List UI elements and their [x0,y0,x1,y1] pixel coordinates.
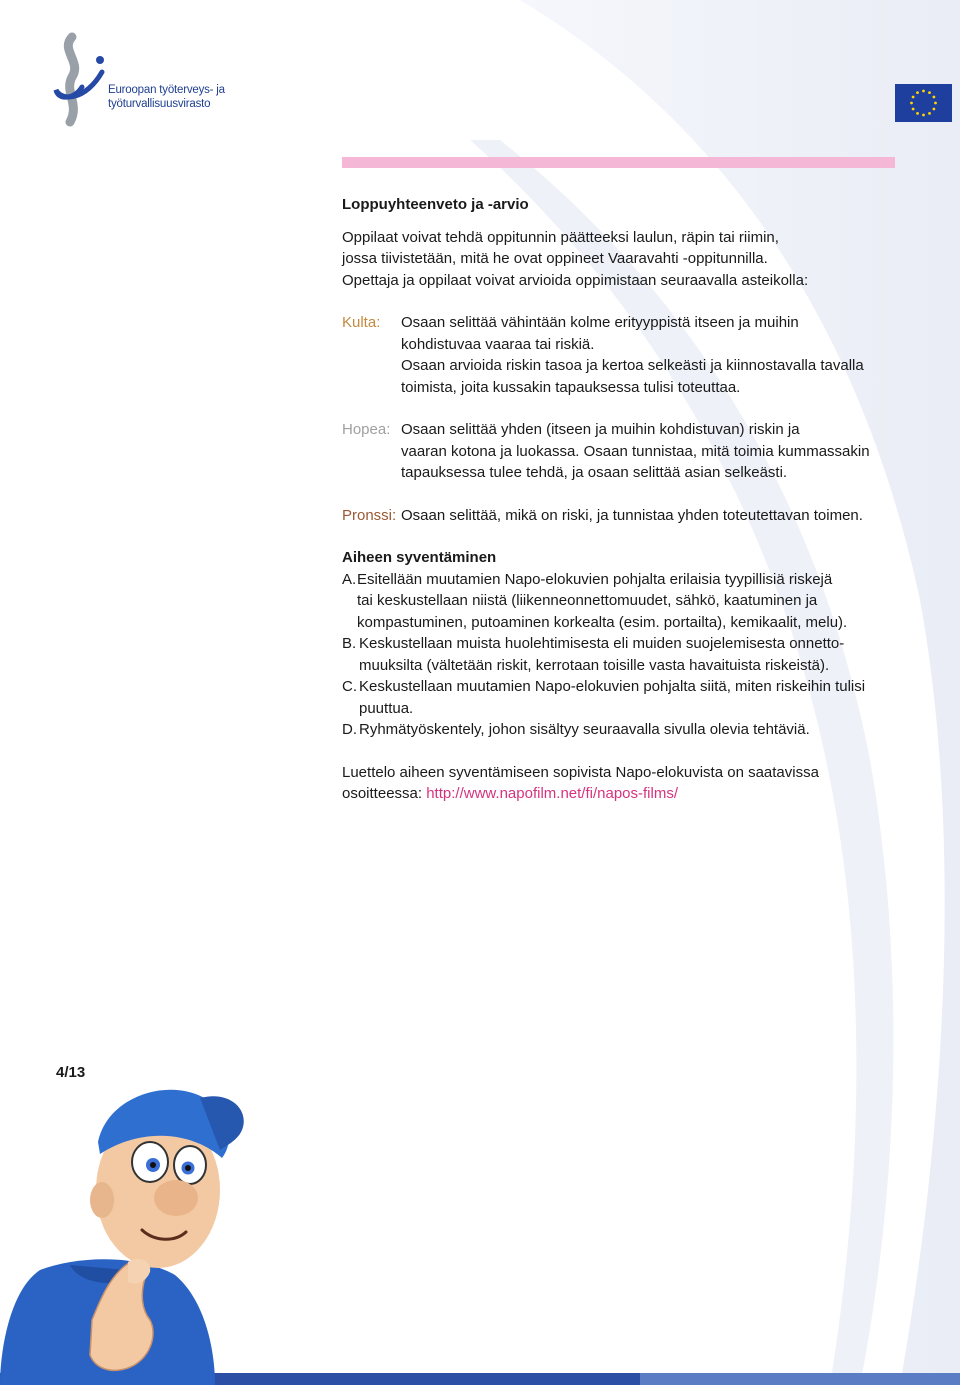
agency-name-line1: Euroopan työterveys- ja [108,84,225,96]
level-gold [342,312,902,398]
closing-paragraph [342,762,902,805]
list-line: puuttua. [359,699,414,717]
napo-character-illustration [0,1050,260,1385]
list-line: Keskustellaan muista huolehtimisesta eli muiden suojelemisesta onnetto- [359,635,845,652]
list-line: Esitellään muutamien Napo-elokuvien pohjalta erilaisia tyypillisiä riskejä [357,570,833,588]
level-label-bronze: Pronssi: [342,506,397,524]
list-item [342,676,902,719]
level-line: Osaan selittää, mikä on riski, ja tunnistaa yhden toteutettavan toimen. [401,506,863,524]
closing-prefix: osoitteessa: [342,785,427,802]
level-line: Osaan arvioida riskin tasoa ja kertoa selkeästi ja kiinnostavalla tavalla [401,357,864,374]
list-line: muuksilta (vältetään riskit, kerrotaan toisille vasta havaituista riskeistä). [359,656,830,674]
summary-intro [342,227,902,292]
list-item [342,719,902,741]
level-line: kohdistuvaa vaaraa tai riskiä. [401,335,595,353]
level-text-gold [401,312,902,398]
intro-line: jossa tiivistetään, mitä he ovat oppineet Vaaravahti -oppitunnilla. [342,250,768,267]
level-line: tapauksessa tulee tehdä, ja osaan selittää asian selkeästi. [401,464,788,481]
closing-line: Luettelo aiheen syventämiseen sopivista Napo-elokuvista on saatavissa [342,763,819,781]
list-line: tai keskustellaan niistä (liikenneonnettomuudet, sähkö, kaatuminen ja [357,592,818,609]
list-line: kompastuminen, putoaminen korkealta (esim. portailta), kemikaalit, melu). [357,613,848,631]
level-label-silver: Hopea: [342,421,391,438]
level-text-bronze [401,505,902,527]
agency-name-line2: työturvallisuusvirasto [108,98,211,110]
list-marker: B. [342,635,357,652]
section-heading-deepening: Aiheen syventäminen [342,549,497,566]
closing-line-2 [342,783,902,805]
intro-line: Oppilaat voivat tehdä oppitunnin päätteeksi laulun, räpin tai riimin, [342,228,779,246]
pink-divider [342,157,895,168]
level-line: Osaan selittää yhden (itseen ja muihin kohdistuvan) riskin ja [401,421,800,438]
list-marker: C. [342,678,357,695]
main-content [342,194,902,805]
eu-flag-icon [895,84,952,122]
level-text-silver [401,419,902,484]
list-item-text [359,633,902,676]
intro-line: Opettaja ja oppilaat voivat arvioida oppimistaan seuraavalla asteikolla: [342,271,809,289]
level-line: toimista, joita kussakin tapauksessa tulisi toteuttaa. [401,378,741,396]
level-bronze [342,505,902,527]
list-marker: D. [342,721,357,738]
list-item-text [357,569,902,634]
list-item [342,569,902,634]
list-item-text [359,719,902,741]
level-line: Osaan selittää vähintään kolme erityyppistä itseen ja muihin [401,314,799,331]
list-marker: A. [342,570,357,588]
level-label-gold: Kulta: [342,314,381,331]
list-line: Ryhmätyöskentely, johon sisältyy seuraavalla sivulla olevia tehtäviä. [359,721,810,738]
list-line: Keskustellaan muutamien Napo-elokuvien pohjalta siitä, miten riskeihin tulisi [359,678,866,695]
page-number: 4/13 [56,1064,86,1081]
agency-logo [52,32,222,127]
agency-name [108,83,225,111]
level-silver [342,419,902,484]
section-heading-summary: Loppuyhteenveto ja -arvio [342,196,529,213]
level-line: vaaran kotona ja luokassa. Osaan tunnistaa, mitä toimia kummassakin [401,442,870,460]
list-item-text [359,676,902,719]
napo-films-link[interactable]: http://www.napofilm.net/fi/napos-films/ [426,785,678,802]
list-item [342,633,902,676]
deepening-list [342,569,902,741]
